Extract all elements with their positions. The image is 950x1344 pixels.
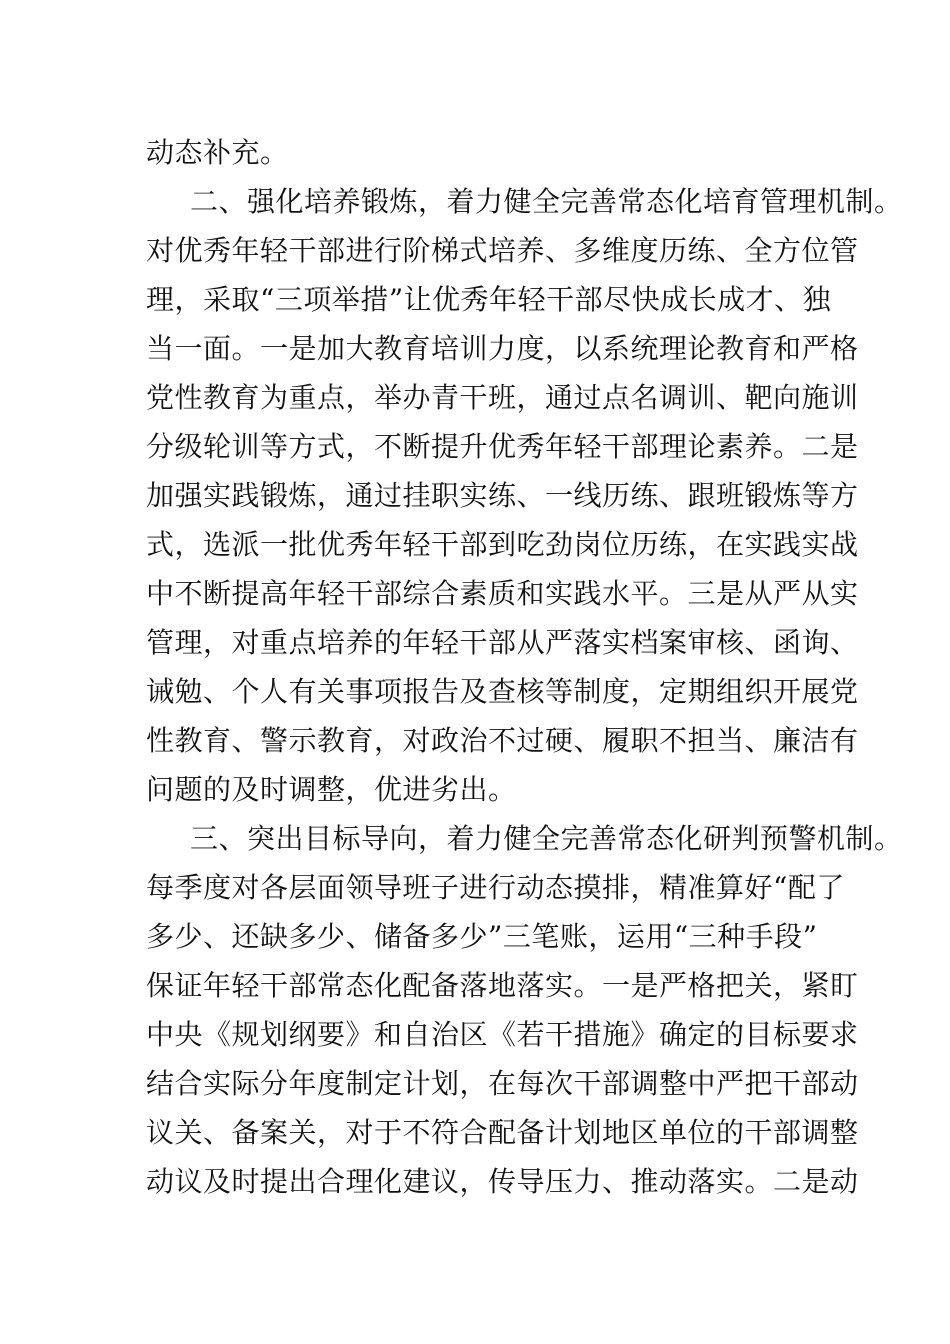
text-line: 对优秀年轻干部进行阶梯式培养、多维度历练、全方位管 (146, 234, 859, 267)
text-line: 理，采取“三项举措”让优秀年轻干部尽快成长成才、独 (146, 283, 832, 316)
text-line: 中不断提高年轻干部综合素质和实践水平。三是从严从实 (146, 577, 859, 610)
text-line: 式，选派一批优秀年轻干部到吃劲岗位历练，在实践实战 (146, 528, 859, 561)
text-line: 多少、还缺多少、储备多少”三笔账，运用“三种手段” (146, 920, 818, 953)
text-line: 性教育、警示教育，对政治不过硬、履职不担当、廉洁有 (146, 724, 859, 757)
text-line: 结合实际分年度制定计划，在每次干部调整中严把干部动 (146, 1067, 859, 1100)
paragraph-continuation-line: 动态补充。 (146, 136, 289, 169)
text-line: 党性教育为重点，举办青干班，通过点名调训、靶向施训 (146, 381, 859, 414)
text-line: 问题的及时调整，优进劣出。 (146, 773, 517, 806)
text-line: 中央《规划纲要》和自治区《若干措施》确定的目标要求 (146, 1018, 859, 1051)
text-line: 加强实践锻炼，通过挂职实练、一线历练、跟班锻炼等方 (146, 479, 859, 512)
document-body (146, 128, 903, 1206)
text-line: 当一面。一是加大教育培训力度，以系统理论教育和严格 (146, 332, 859, 365)
text-line: 每季度对各层面领导班子进行动态摸排，精准算好“配了 (146, 871, 845, 904)
text-line: 保证年轻干部常态化配备落地落实。一是严格把关，紧盯 (146, 969, 859, 1002)
text-line: 议关、备案关，对于不符合配备计划地区单位的干部调整 (146, 1116, 859, 1149)
text-line: 管理，对重点培养的年轻干部从严落实档案审核、函询、 (146, 626, 859, 659)
text-line: 动议及时提出合理化建议，传导压力、推动落实。二是动 (146, 1165, 859, 1198)
text-line: 分级轮训等方式，不断提升优秀年轻干部理论素养。二是 (146, 430, 859, 463)
text-line: 诫勉、个人有关事项报告及查核等制度，定期组织开展党 (146, 675, 859, 708)
section-three-heading-line: 三、突出目标导向，着力健全完善常态化研判预警机制。 (190, 822, 903, 855)
section-two-heading-line: 二、强化培养锻炼，着力健全完善常态化培育管理机制。 (190, 185, 903, 218)
